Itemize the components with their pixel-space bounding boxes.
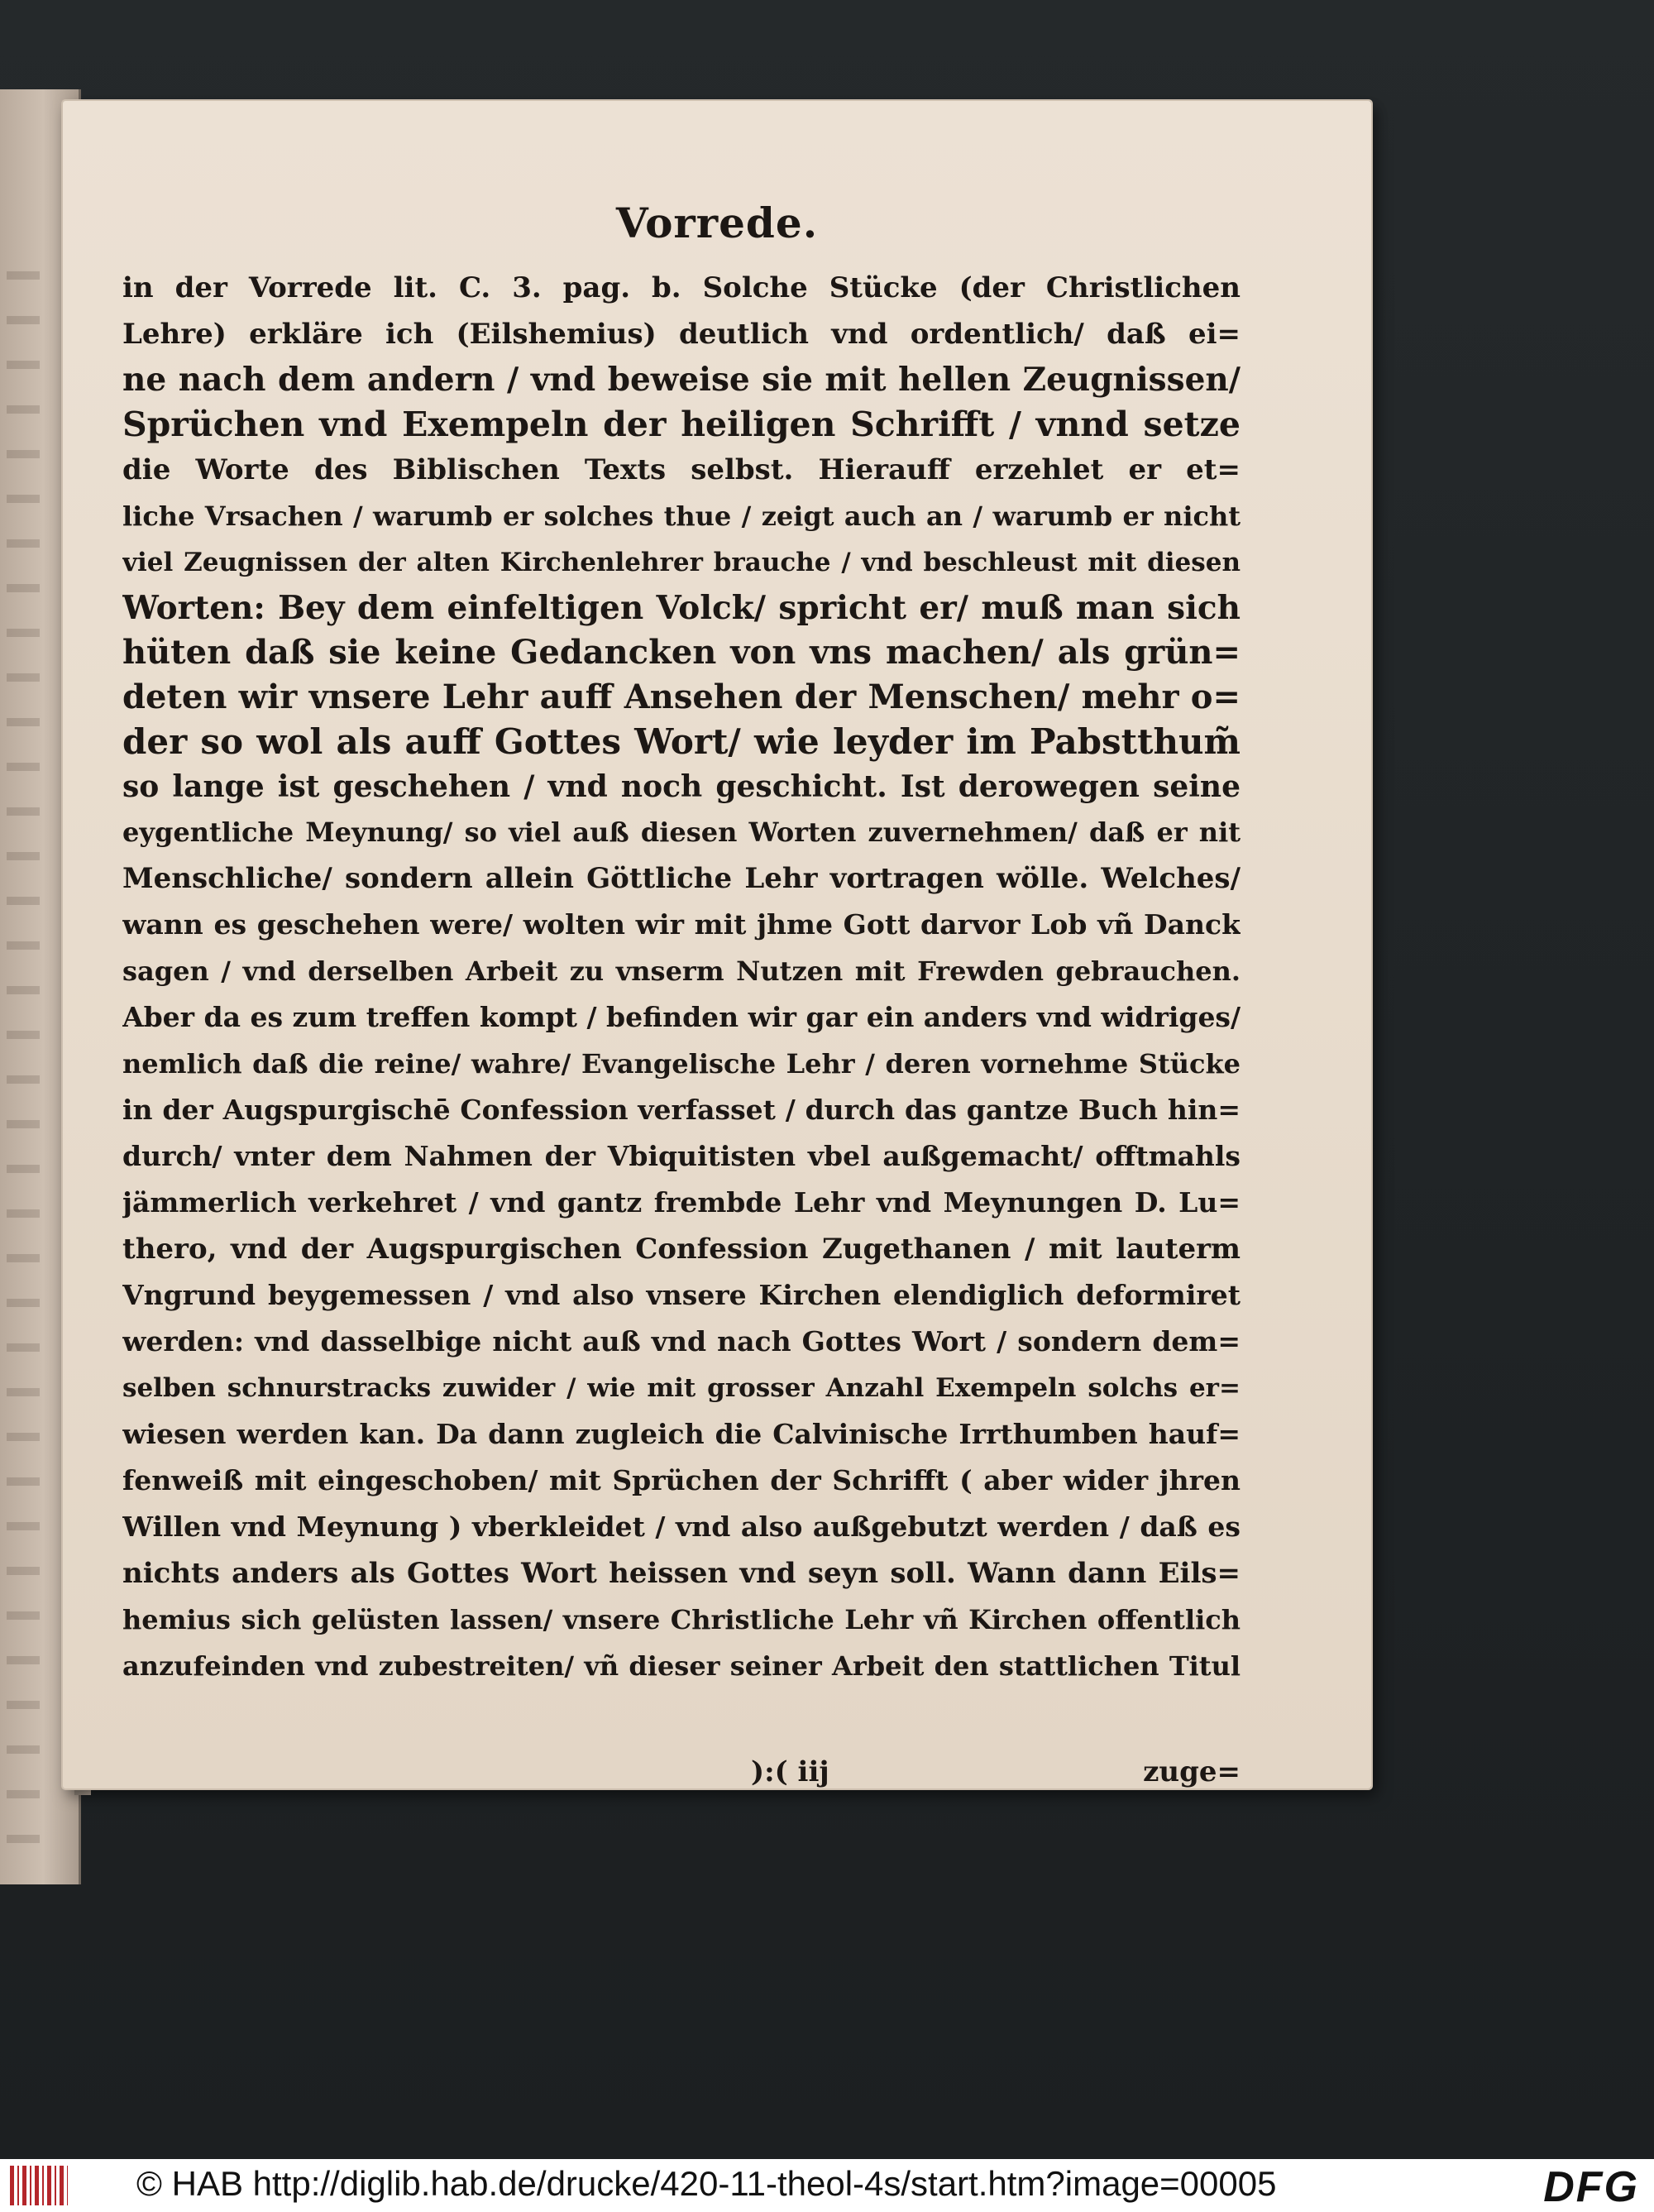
attribution-link[interactable]: © HAB http://diglib.hab.de/drucke/420-11-theol-4s/start.htm?image=00005 [136,2164,1277,2203]
text-line: sagen / vnd derselben Arbeit zu vnserm Nutzen mit Frewden gebrauchen. [122,955,1240,987]
text-line: Willen vnd Meynung ) vberkleidet / vnd also außgebutzt werden / daß es [122,1511,1240,1543]
text-line: nichts anders als Gottes Wort heissen vnd seyn soll. Wann dann Eils= [122,1557,1240,1590]
text-line: in der Vorrede lit. C. 3. pag. b. Solche Stücke (der Christlichen [122,271,1240,304]
text-line: jämmerlich verkehret / vnd gantz frembde Lehr vnd Meynungen D. Lu= [122,1186,1240,1219]
text-line: nemlich daß die reine/ wahre/ Evangelische Lehr / deren vornehme Stücke [122,1048,1240,1080]
facing-page-text-edge [7,271,40,1843]
page-footer [122,1755,1240,1797]
text-line: thero, vnd der Augspurgischen Confession Zugethanen / mit lauterm [122,1233,1240,1266]
text-line: Worten: Bey dem einfeltigen Volck/ spricht er/ muß man sich [122,589,1240,627]
text-line: Vngrund beygemessen / vnd also vnsere Kirchen elendiglich deformiret [122,1279,1240,1311]
book-page [63,101,1371,1788]
text-line: so lange ist geschehen / vnd noch geschicht. Ist derowegen seine [122,769,1240,804]
catchword: zuge= [1143,1755,1240,1788]
page-body-text [122,265,1240,1689]
text-line: wiesen werden kan. Da dann zugleich die Calvinische Irrthumben hauf= [122,1418,1240,1450]
text-line: Sprüchen vnd Exempeln der heiligen Schrifft / vnnd setze [122,405,1240,444]
text-line: liche Vrsachen / warumb er solches thue / zeigt auch an / warumb er nicht [122,500,1240,532]
text-line: der so wol als auff Gottes Wort/ wie leyder im Pabstthum̃ [122,721,1240,762]
text-line: werden: vnd dasselbige nicht auß vnd nach Gottes Wort / sondern dem= [122,1325,1240,1357]
barcode-icon [10,2166,68,2205]
dfg-logo: DFG [1543,2163,1639,2211]
text-line: deten wir vnsere Lehr auff Ansehen der Menschen/ mehr o= [122,677,1240,716]
text-line: durch/ vnter dem Nahmen der Vbiquitisten vbel außgemacht/ offtmahls [122,1140,1240,1172]
text-line: hemius sich gelüsten lassen/ vnsere Christliche Lehr vñ Kirchen offentlich [122,1604,1240,1635]
text-line: viel Zeugnissen der alten Kirchenlehrer brauche / vnd beschleust mit diesen [122,548,1240,577]
attribution-bar [0,2159,1654,2212]
text-line: Menschliche/ sondern allein Göttliche Lehr vortragen wölle. Welches/ [122,862,1240,895]
text-line: hüten daß sie keine Gedancken von vns machen/ als grün= [122,633,1240,672]
text-line: ne nach dem andern / vnd beweise sie mit hellen Zeugnissen/ [122,361,1240,399]
text-line: Aber da es zum treffen kompt / befinden wir gar ein anders vnd widriges/ [122,1001,1240,1033]
text-line: anzufeinden vnd zubestreiten/ vñ dieser seiner Arbeit den stattlichen Titul [122,1650,1240,1682]
text-line: fenweiß mit eingeschoben/ mit Sprüchen der Schrifft ( aber wider jhren [122,1464,1240,1496]
text-line: eygentliche Meynung/ so viel auß diesen Worten zuvernehmen/ daß er nit [122,816,1240,848]
text-line: wann es geschehen were/ wolten wir mit jhme Gott darvor Lob vñ Danck [122,908,1240,941]
signature-mark: ):( iij [751,1755,829,1788]
text-line: selben schnurstracks zuwider / wie mit grosser Anzahl Exempeln solchs er= [122,1373,1240,1403]
text-line: Lehre) erkläre ich (Eilshemius) deutlich vnd ordentlich/ daß ei= [122,318,1240,351]
text-line: die Worte des Biblischen Texts selbst. Hierauff erzehlet er et= [122,453,1240,486]
page-heading: Vorrede. [615,199,819,247]
text-line: in der Augspurgischē Confession verfasset / durch das gantze Buch hin= [122,1094,1240,1126]
